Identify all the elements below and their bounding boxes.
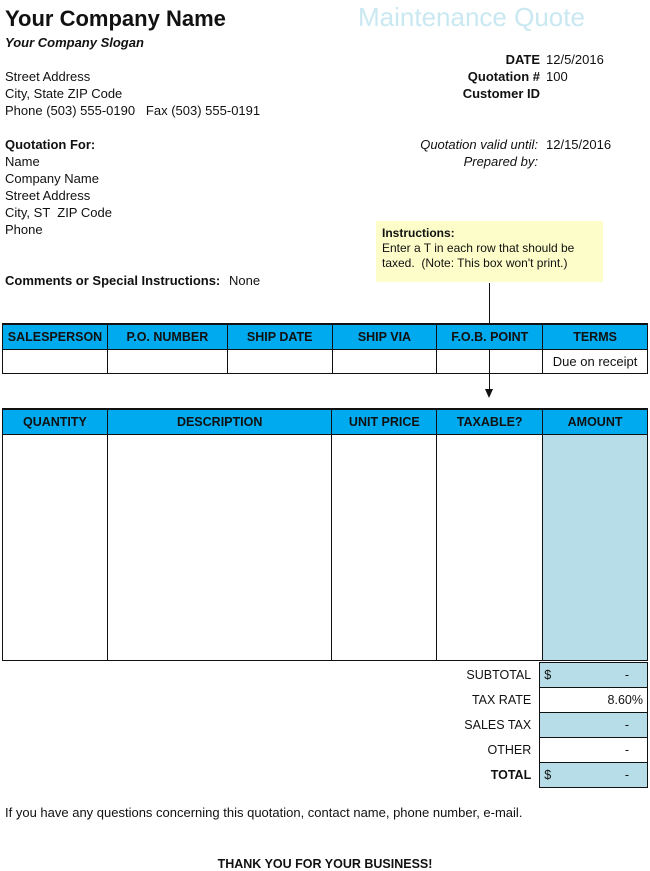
total-row <box>430 763 648 788</box>
amount-column <box>543 435 648 661</box>
company-street: Street Address <box>5 69 91 84</box>
header-ship-date: SHIP DATE <box>227 324 332 350</box>
prepared-by-label: Prepared by: <box>463 154 538 169</box>
client-phone: Phone <box>5 222 43 237</box>
tax-rate-label: TAX RATE <box>471 693 532 707</box>
customer-id-label: Customer ID <box>462 86 540 101</box>
valid-until-label: Quotation valid until: <box>420 137 538 152</box>
items-header-row <box>3 409 648 435</box>
company-phone-fax: Phone (503) 555-0190 Fax (503) 555-0191 <box>5 103 261 118</box>
thank-you-message: THANK YOU FOR YOUR BUSINESS! <box>217 857 433 871</box>
quotation-number-value: 100 <box>546 69 568 84</box>
valid-until-value: 12/15/2016 <box>546 137 612 152</box>
subtotal-label: SUBTOTAL <box>466 668 532 682</box>
header-unit-price: UNIT PRICE <box>332 409 437 435</box>
header-fob-point: F.O.B. POINT <box>437 324 543 350</box>
other-row <box>430 738 648 763</box>
instructions-heading: Instructions: <box>382 226 455 240</box>
order-info-table <box>2 323 648 374</box>
sales-tax-value: - <box>540 713 648 738</box>
header-po-number: P.O. NUMBER <box>107 324 227 350</box>
company-slogan: Your Company Slogan <box>5 35 144 50</box>
sales-tax-row <box>430 713 648 738</box>
items-body-row <box>3 435 648 661</box>
total-value: - <box>624 768 629 782</box>
instructions-arrow-head <box>485 389 493 398</box>
taxable-column[interactable] <box>437 435 543 661</box>
po-number-cell[interactable] <box>107 350 227 374</box>
client-city: City, ST ZIP Code <box>5 205 112 220</box>
header-description: DESCRIPTION <box>107 409 332 435</box>
instructions-text: Enter a T in each row that should be taxed. (Note: This box won't print.) <box>382 241 578 270</box>
total-label: TOTAL <box>490 768 532 782</box>
totals-table <box>430 662 648 788</box>
total-currency: $ <box>544 768 552 782</box>
items-table <box>2 408 648 661</box>
header-salesperson: SALESPERSON <box>3 324 108 350</box>
salesperson-cell[interactable] <box>3 350 108 374</box>
subtotal-value-cell <box>540 663 648 688</box>
contact-note: If you have any questions concerning this quotation, contact name, phone number, e-mail. <box>5 805 523 820</box>
fob-point-cell[interactable] <box>437 350 543 374</box>
quantity-column[interactable] <box>3 435 108 661</box>
header-amount: AMOUNT <box>543 409 648 435</box>
other-label: OTHER <box>487 743 532 757</box>
sales-tax-label: SALES TAX <box>464 718 532 732</box>
comments-value[interactable]: None <box>229 273 261 288</box>
company-city: City, State ZIP Code <box>5 86 123 101</box>
total-value-cell <box>540 763 648 788</box>
client-company: Company Name <box>5 171 99 186</box>
company-name: Your Company Name <box>5 6 226 31</box>
subtotal-currency: $ <box>544 668 552 682</box>
tax-rate-value[interactable]: 8.60% <box>540 688 648 713</box>
document-title: Maintenance Quote <box>358 2 585 32</box>
order-info-header-row <box>3 324 648 350</box>
description-column[interactable] <box>107 435 332 661</box>
date-label: DATE <box>505 52 540 67</box>
unit-price-column[interactable] <box>332 435 437 661</box>
client-street: Street Address <box>5 188 91 203</box>
terms-cell[interactable]: Due on receipt <box>543 350 648 374</box>
date-value: 12/5/2016 <box>546 52 604 67</box>
quotation-for-heading: Quotation For: <box>5 137 96 152</box>
client-name: Name <box>5 154 40 169</box>
ship-via-cell[interactable] <box>332 350 437 374</box>
subtotal-row <box>430 663 648 688</box>
header-quantity: QUANTITY <box>3 409 108 435</box>
header-taxable: TAXABLE? <box>437 409 543 435</box>
tax-rate-row <box>430 688 648 713</box>
header-terms: TERMS <box>543 324 648 350</box>
order-info-row <box>3 350 648 374</box>
other-value[interactable]: - <box>540 738 648 763</box>
comments-label: Comments or Special Instructions: <box>5 273 221 288</box>
quotation-number-label: Quotation # <box>467 69 540 84</box>
instructions-note <box>376 221 603 282</box>
ship-date-cell[interactable] <box>227 350 332 374</box>
header-ship-via: SHIP VIA <box>332 324 437 350</box>
subtotal-value: - <box>624 668 629 682</box>
